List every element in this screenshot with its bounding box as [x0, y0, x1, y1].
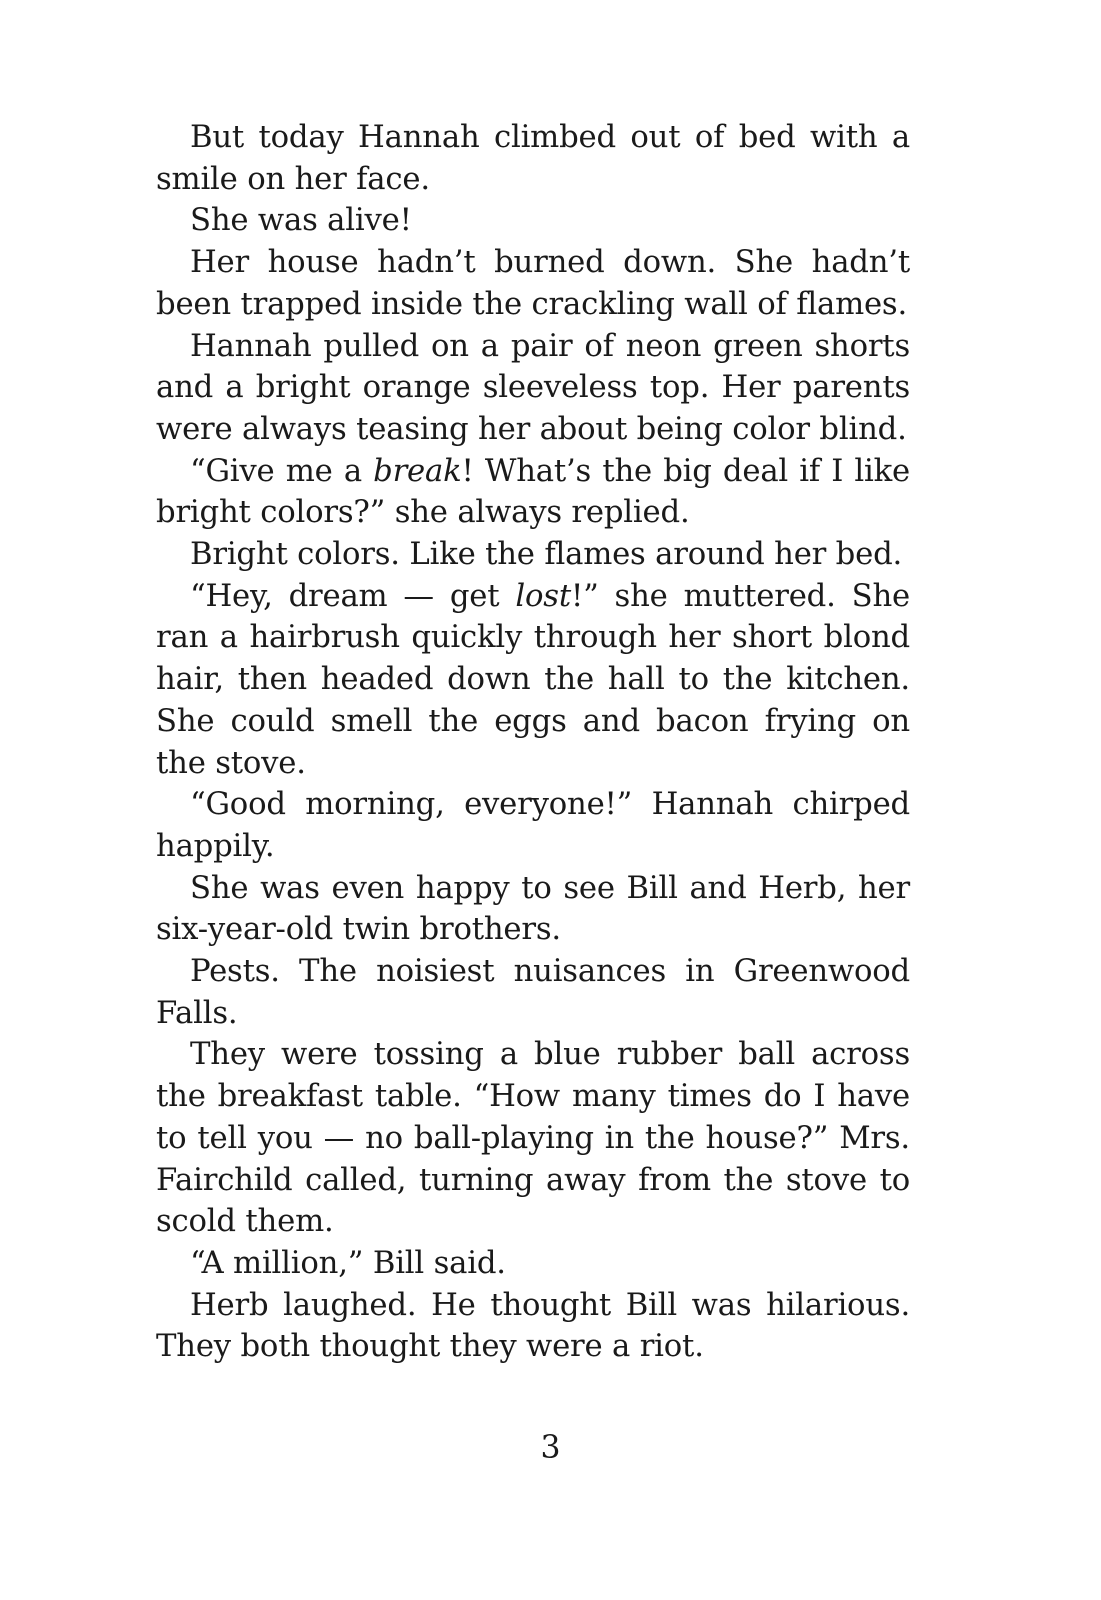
- paragraph: [156, 1243, 910, 1285]
- paragraph-text: “Give me a: [190, 453, 374, 489]
- paragraph-text: She was alive!: [190, 203, 412, 239]
- paragraph: [156, 784, 910, 867]
- paragraph-text: Herb laughed. He thought Bill was hilarious. They both thought they were a riot.: [156, 1287, 910, 1365]
- paragraph-text: But today Hannah climbed out of bed with a smile on her face.: [156, 120, 910, 197]
- paragraph: [156, 868, 910, 951]
- page-number: 3: [540, 1430, 561, 1466]
- paragraph-text: She was even happy to see Bill and Herb, her six-year-old twin brothers.: [156, 870, 910, 948]
- paragraph-text: “A million,” Bill said.: [190, 1245, 506, 1281]
- paragraph: [156, 1034, 910, 1243]
- body-text: [156, 117, 910, 1368]
- paragraph-text: Her house hadn’t burned down. She hadn’t been trapped inside the crackling wall of flames.: [156, 245, 910, 322]
- paragraph-text: Pests. The noisiest nuisances in Greenwood Falls.: [156, 954, 910, 1031]
- paragraph-text: “Hey, dream — get: [190, 578, 516, 614]
- paragraph-text: “Good morning, everyone!” Hannah chirped happily.: [156, 787, 910, 864]
- paragraph: [156, 576, 910, 785]
- paragraph: [156, 951, 910, 1034]
- paragraph-text: !” she muttered. She ran a hairbrush quickly through her short blond hair, then headed down the hall to the kitchen. She could smell the eggs and bacon frying on the stove.: [156, 578, 910, 781]
- paragraph: [156, 534, 910, 576]
- paragraph: [156, 1285, 910, 1368]
- paragraph: [156, 242, 910, 325]
- italic-emphasis: break: [373, 453, 462, 489]
- paragraph-text: They were tossing a blue rubber ball across the breakfast table. “How many times do I have to tell you — no ball-playing in the house?” Mrs. Fairchild called, turning away from the stove to scold them.: [156, 1037, 910, 1240]
- paragraph-text: ! What’s the big deal if I like bright colors?” she always replied.: [156, 453, 910, 531]
- italic-emphasis: lost: [515, 578, 571, 614]
- paragraph: [156, 326, 910, 451]
- paragraph: [156, 117, 910, 200]
- paragraph: [156, 200, 910, 242]
- paragraph: [156, 451, 910, 534]
- paragraph-text: Bright colors. Like the flames around her bed.: [190, 537, 903, 573]
- paragraph-text: Hannah pulled on a pair of neon green shorts and a bright orange sleeveless top. Her parents were always teasing her about being color blind.: [156, 328, 910, 447]
